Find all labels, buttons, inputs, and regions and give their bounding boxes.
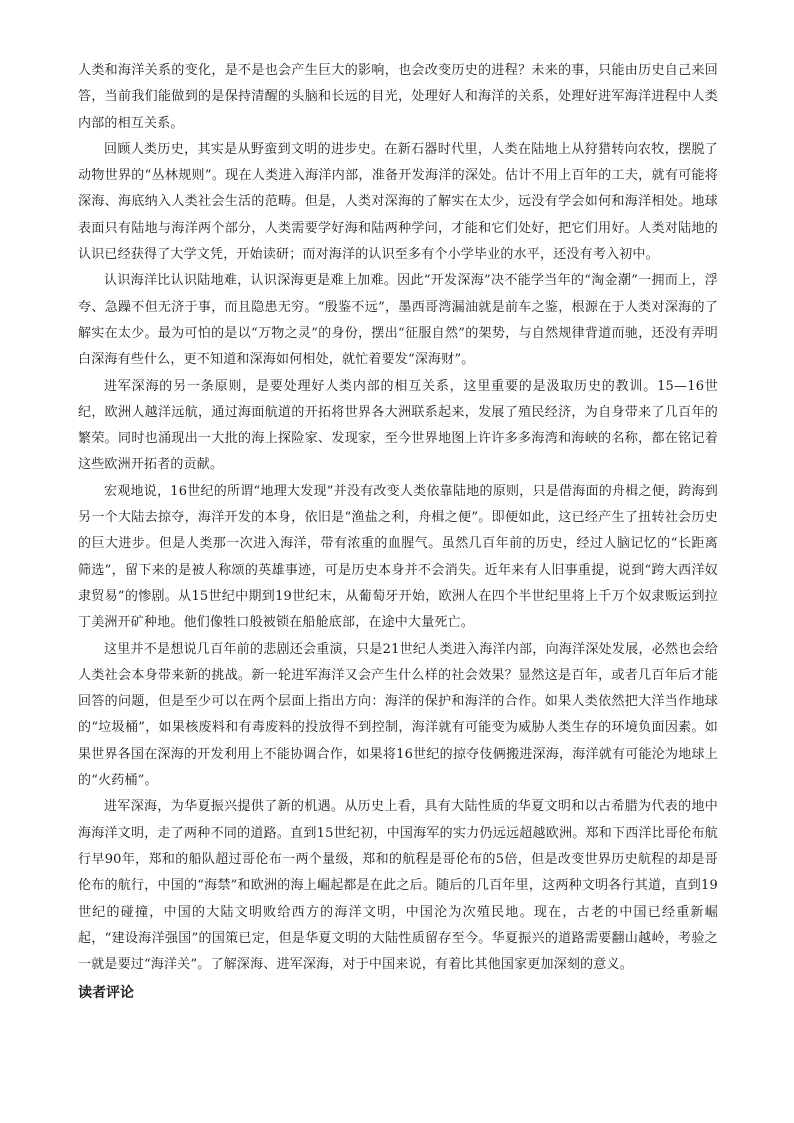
paragraph-7: 进军深海，为华夏振兴提供了新的机遇。从历史上看，具有大陆性质的华夏文明和以古希腊为代表的地中海海洋文明，走了两种不同的道路。直到15世纪初，中国海军的实力仍远远超越欧洲。郑和下西洋比哥伦布航行早90年，郑和的船队超过哥伦布一两个量级，郑和的航程是哥伦布的5倍，但是改变世界历史航程的却是哥伦布的航行，中国的“海禁”和欧洲的海上崛起都是在此之后。随后的几百年里，这两种文明各行其道，直到19世纪的碰撞，中国的大陆文明败给西方的海洋文明，中国沦为次殖民地。现在，古老的中国已经重新崛起，“建设海洋强国”的国策已定，但是华夏文明的大陆性质留存至今。华夏振兴的道路需要翻山越岭，考验之一就是要过“海洋关”。了解深海、进军深海，对于中国来说，有着比其他国家更加深刻的意义。 [78,799,718,973]
paragraph-3: 认识海洋比认识陆地难，认识深海更是难上加难。因此“开发深海”决不能学当年的“淘金潮”一拥而上，浮夸、急躁不但无济于事，而且隐患无穷。“殷鉴不远”，墨西哥湾漏油就是前车之鉴，根源在于人类对深海的了解实在太少。最为可怕的是以“万物之灵”的身份，摆出“征服自然”的架势，与自然规律背道而驰，还没有弄明白深海有些什么，更不知道和深海如何相处，就忙着要发“深海财”。 [78,273,718,368]
section-heading-reader-comments: 读者评论 [78,985,134,1002]
paragraph-6: 这里并不是想说几百年前的悲剧还会重演，只是21世纪人类进入海洋内部，向海洋深处发展，必然也会给人类社会本身带来新的挑战。新一轮进军海洋又会产生什么样的社会效果？显然这是百年，或者几百年后才能回答的问题，但是至少可以在两个层面上指出方向：海洋的保护和海洋的合作。如果人类依然把大洋当作地球的“垃圾桶”，如果核废料和有毒废料的投放得不到控制，海洋就有可能变为威胁人类生存的环境负面因素。如果世界各国在深海的开发利用上不能协调合作，如果将16世纪的掠夺伎俩搬进深海，海洋就有可能沦为地球上的“火药桶”。 [78,641,718,789]
paragraph-4: 进军深海的另一条原则，是要处理好人类内部的相互关系，这里重要的是汲取历史的教训。15—16世纪，欧洲人越洋远航，通过海面航道的开拓将世界各大洲联系起来，发展了殖民经济，为自身带来了几百年的繁荣。同时也涌现出一大批的海上探险家、发现家，至今世界地图上许许多多海湾和海峡的名称，都在铭记着这些欧洲开拓者的贡献。 [78,378,718,473]
paragraph-1: 人类和海洋关系的变化，是不是也会产生巨大的影响，也会改变历史的进程？未来的事，只能由历史自己来回答，当前我们能做到的是保持清醒的头脑和长远的目光，处理好人和海洋的关系，处理好进军海洋进程中人类内部的相互关系。 [78,63,718,131]
paragraph-5: 宏观地说，16世纪的所谓“地理大发现”并没有改变人类依靠陆地的原则，只是借海面的舟楫之便，跨海到另一个大陆去掠夺，海洋开发的本身，依旧是“渔盐之利，舟楫之便”。即便如此，这已经产生了扭转社会历史的巨大进步。但是人类那一次进入海洋，带有浓重的血腥气。虽然几百年前的历史，经过人脑记忆的“长距离筛选”，留下来的是被人称颂的英雄事迹，可是历史本身并不会消失。近年来有人旧事重提，说到“跨大西洋奴隶贸易”的惨剧。从15世纪中期到19世纪末，从葡萄牙开始，欧洲人在四个半世纪里将上千万个奴隶贩运到拉丁美洲开矿种地。他们像牲口般被锁在船舱底部，在途中大量死亡。 [78,483,718,631]
paragraph-2: 回顾人类历史，其实是从野蛮到文明的进步史。在新石器时代里，人类在陆地上从狩猎转向农牧，摆脱了动物世界的“丛林规则”。现在人类进入海洋内部，准备开发海洋的深处。估计不用上百年的工夫，就有可能将深海、海底纳入人类社会生活的范畴。但是，人类对深海的了解实在太少，远没有学会如何和海洋相处。地球表面只有陆地与海洋两个部分，人类需要学好海和陆两种学问，才能和它们处好，把它们用好。人类对陆地的认识已经获得了大学文凭，开始读研；而对海洋的认识至多有个小学毕业的水平，还没有考入初中。 [78,141,718,263]
